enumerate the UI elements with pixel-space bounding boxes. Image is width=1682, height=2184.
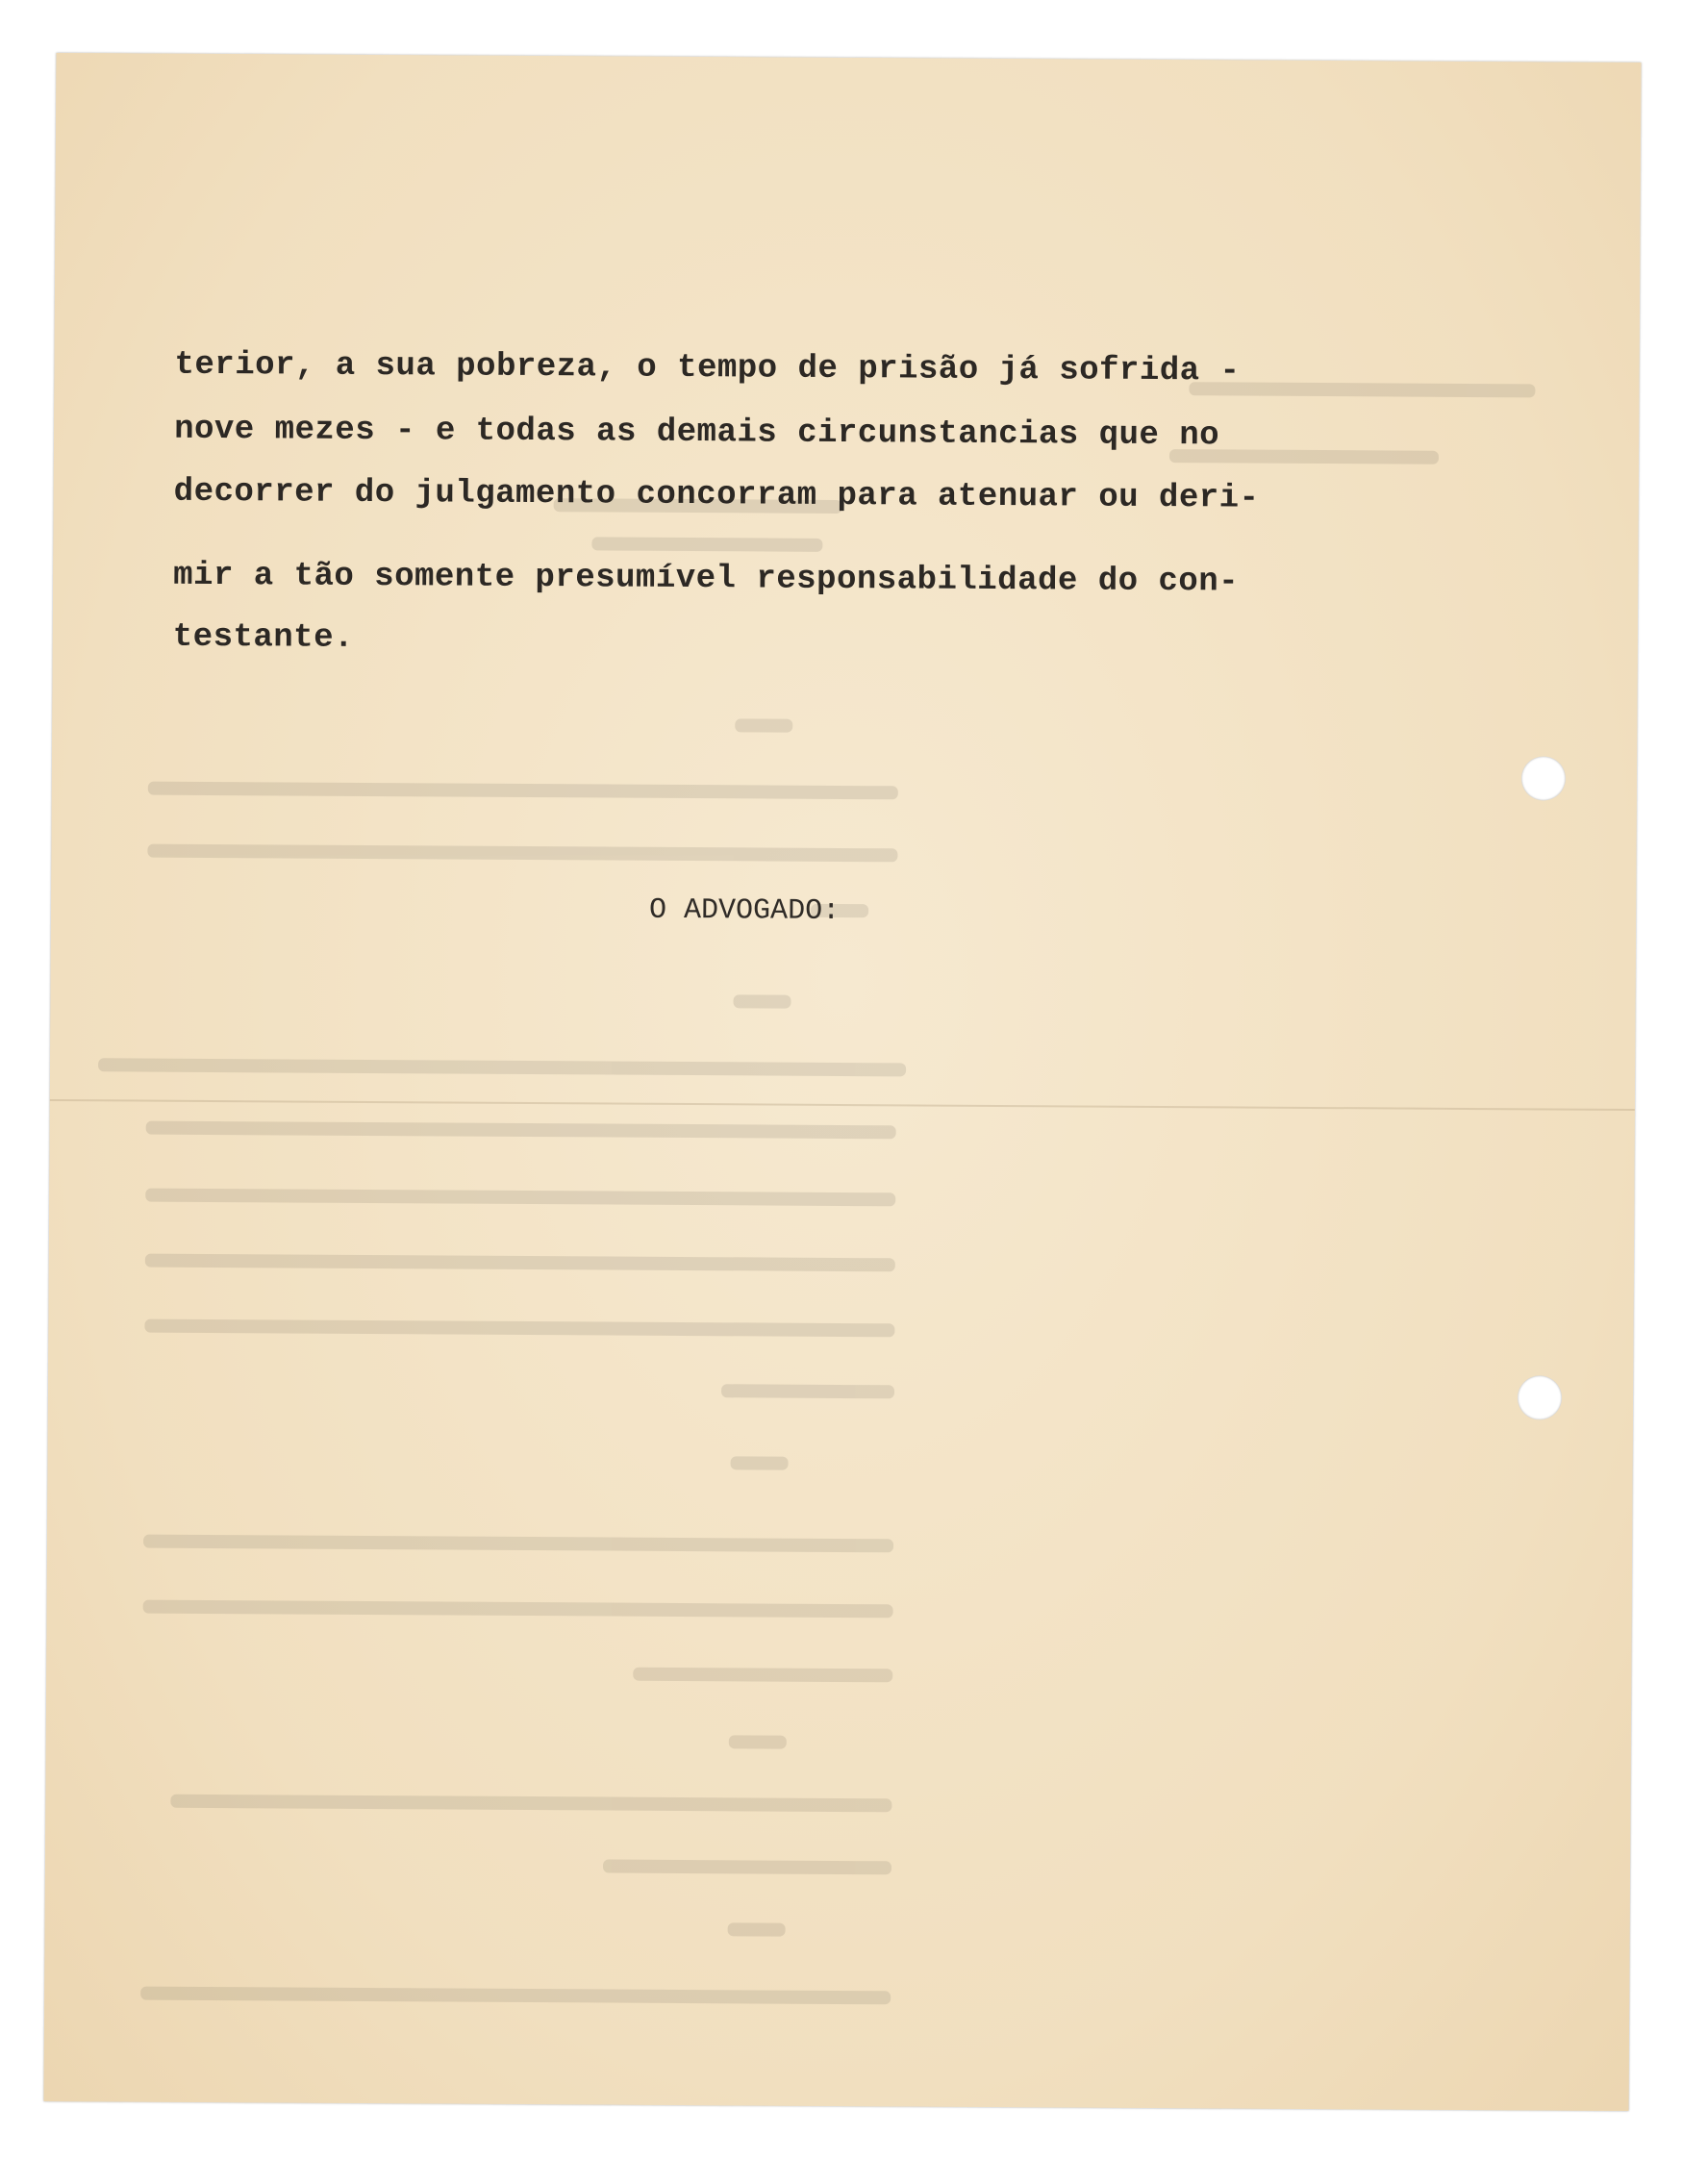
paragraph-line: nove mezes - e todas as demais circunstancias que no: [174, 411, 1220, 455]
paragraph-line: mir a tão somente presumível responsabilidade do con-: [173, 557, 1240, 601]
punch-hole: [1518, 1375, 1562, 1419]
paragraph-line: terior, a sua pobreza, o tempo de prisão já sofrida -: [174, 346, 1241, 390]
punch-hole: [1521, 756, 1566, 800]
signature-label: O ADVOGADO:: [648, 893, 841, 928]
paragraph-line: decorrer do julgamento concorram para atenuar ou deri-: [173, 473, 1260, 517]
document-page: [44, 53, 1642, 2111]
paragraph-line: testante.: [172, 618, 355, 657]
